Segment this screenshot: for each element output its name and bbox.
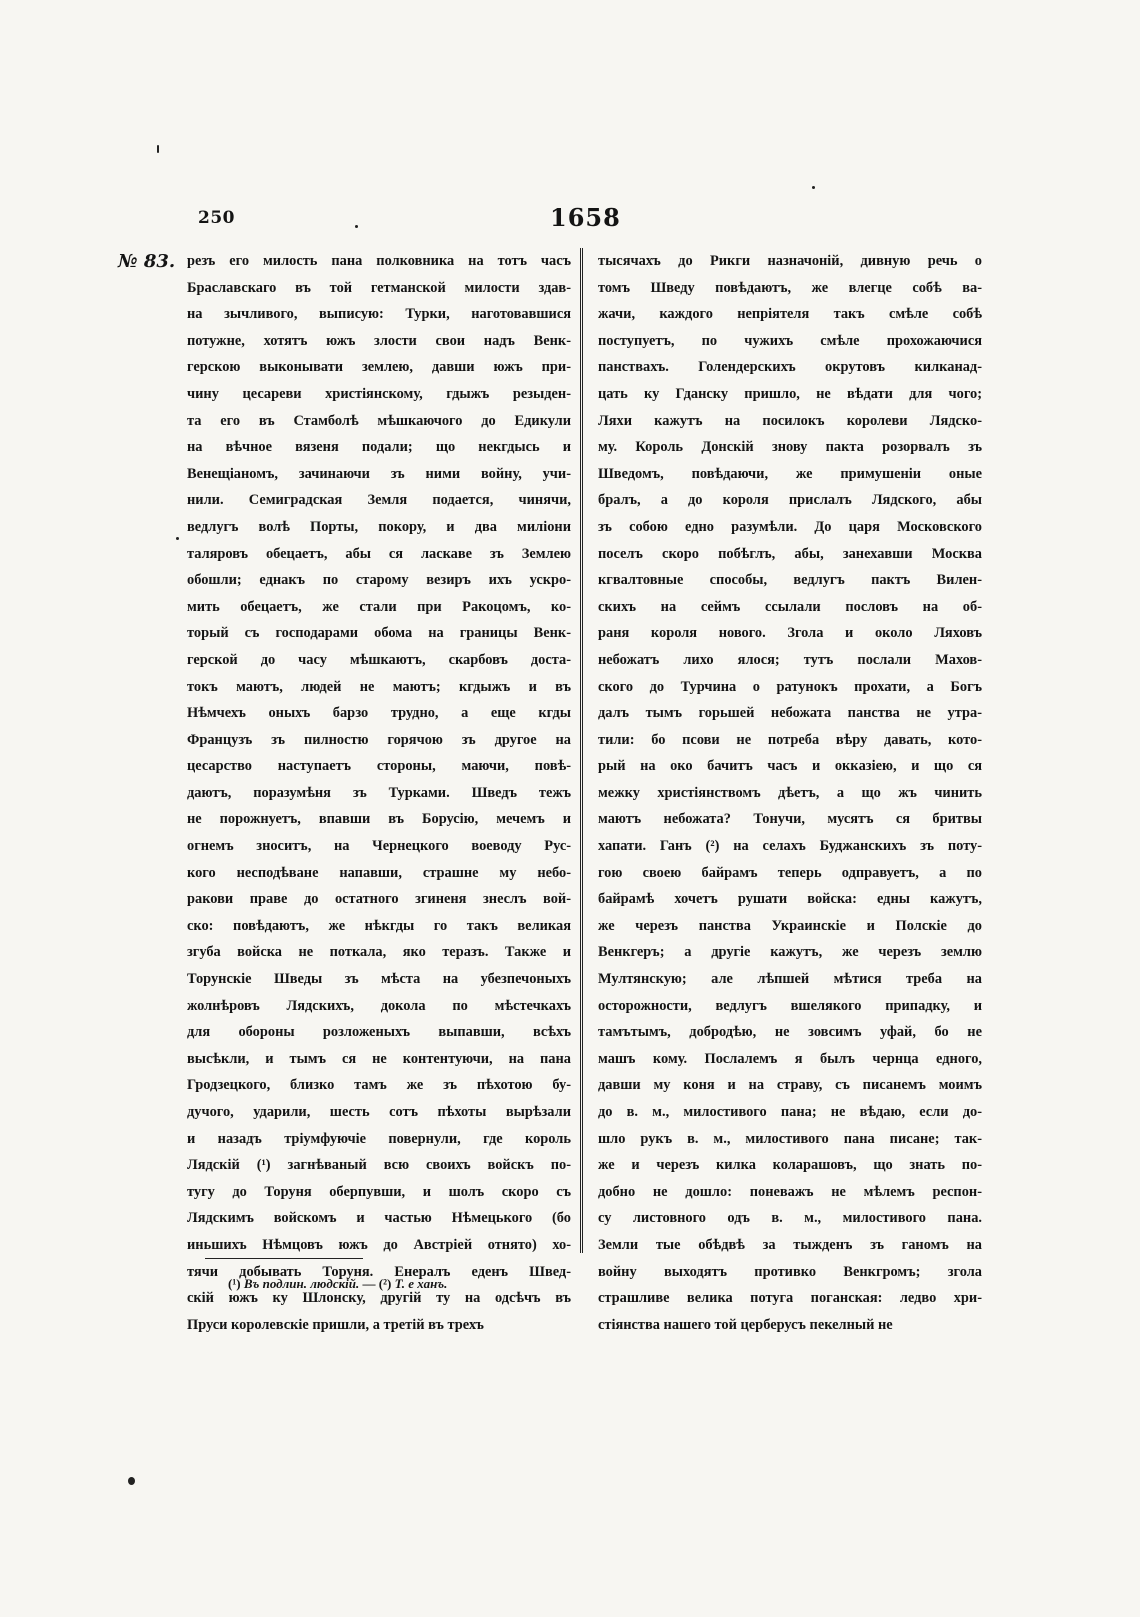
text-line: Мултянскую; але лѣпшей мѣтися треба на: [598, 971, 982, 988]
text-line: Торунскіе Шведы зъ мѣста на убезпечоныхъ: [187, 971, 571, 988]
text-line: небожатъ лихо ялося; тутъ послали Махов-: [598, 651, 982, 668]
text-line: ского до Турчина о ратунокъ прохати, а Богъ: [598, 678, 982, 695]
text-line: цать ку Гданску пришло, не вѣдати для чого;: [598, 385, 982, 402]
text-line: Пруси королевскіе пришли, а третій въ трехъ: [187, 1316, 484, 1333]
text-line: кого несподѣване напавши, страшне му небо-: [187, 864, 571, 881]
text-line: же черезъ панства Украинскіе и Полскіе до: [598, 917, 982, 934]
text-line: резъ его милость пана полковника на тотъ часъ: [187, 253, 571, 269]
text-line: иньшихъ Нѣмцовъ южъ до Австріей отнято) хо-: [187, 1236, 571, 1253]
text-line: тамътымъ, добродѣю, не зовсимъ уфай, бо не: [598, 1024, 982, 1041]
page-title: 1658: [550, 203, 621, 232]
text-line: Шведомъ, повѣдаючи, же примушеніи оные: [598, 465, 982, 482]
text-line: обошли; еднакъ по старому везиръ ихъ ускро-: [187, 572, 571, 589]
text-line: Лядскимъ войскомъ и частью Нѣмецького (бо: [187, 1210, 571, 1227]
text-line: хапати. Ганъ (²) на селахъ Буджанскихъ зъ поту-: [598, 838, 982, 855]
text-line: томъ Шведу повѣдаютъ, же влегце собѣ ва-: [598, 279, 982, 296]
footnote-marker: (²): [378, 1276, 392, 1291]
text-line: Земли тые обѣдвѣ за тыжденъ зъ ганомъ на: [598, 1236, 982, 1253]
text-line: токъ маютъ, людей не маютъ; кгдыжъ и въ: [187, 678, 571, 695]
text-line: тили: бо псови не потреба вѣру давать, кото-: [598, 731, 982, 748]
text-line: тысячахъ до Рикги назначоній, дивную речь о: [598, 253, 982, 269]
footnote-text: Т. е ханъ.: [394, 1276, 448, 1291]
text-line: Гродзецкого, близко тамъ же зъ пѣхотою бу-: [187, 1077, 571, 1094]
text-line: даютъ, поразумѣня зъ Турками. Шведъ тежъ: [187, 784, 571, 801]
text-line: дучого, ударили, шесть сотъ пѣхоты вырѣзали: [187, 1104, 571, 1120]
text-line: жолнѣровъ Лядскихъ, докола по мѣстечкахъ: [187, 997, 571, 1014]
text-line: ско: повѣдаютъ, же нѣкгды го такъ великая: [187, 917, 571, 934]
text-line: поселъ скоро побѣглъ, абы, занехавши Москва: [598, 545, 982, 562]
text-line: далъ тымъ горьшей небожата панства не утра-: [598, 705, 982, 722]
scan-speck: [176, 537, 179, 540]
text-line: для обороны розложеныхъ выпавши, всѣхъ: [187, 1024, 571, 1041]
text-line: потужне, хотятъ южъ злости свои надъ Венк-: [187, 332, 571, 349]
text-line: зъ собою едно разумѣли. До царя Московского: [598, 518, 982, 535]
text-line: байрамѣ хочетъ рушати войска: едны кажутъ,: [598, 891, 982, 908]
text-line: высѣкли, и тымъ ся не контентуючи, на пана: [187, 1050, 571, 1067]
text-line: же и черезъ килка коларашовъ, що знать по-: [598, 1157, 982, 1174]
text-line: добно не дошло: поневажъ не мѣлемъ респон-: [598, 1183, 982, 1200]
text-line: та его въ Стамболѣ мѣшкаючого до Едикули: [187, 412, 571, 429]
text-line: кгвалтовные способы, ведлугъ пактъ Вилен-: [598, 572, 982, 589]
footnote-marker: (¹): [228, 1276, 241, 1291]
scan-speck: [812, 186, 815, 189]
text-line: тугу до Торуня оберпувши, и шолъ скоро съ: [187, 1183, 571, 1200]
footnote-text: Въ подлин. людскій.: [243, 1276, 360, 1291]
text-line: войну выходятъ противко Венкгромъ; згола: [598, 1263, 982, 1280]
left-text-column: [187, 248, 571, 1338]
text-line: Браславскаго въ той гетманской милости здав-: [187, 279, 571, 296]
document-number: № 83.: [118, 251, 176, 272]
footnote: [228, 1276, 447, 1292]
text-line: тячи добывать Торуня. Енералъ еденъ Швед-: [187, 1263, 571, 1280]
text-line: осторожности, ведлугъ вшелякого припадку, и: [598, 997, 982, 1014]
footnote-separator: —: [362, 1276, 376, 1291]
text-line: Лядскій (¹) загнѣваный всю своихъ войскъ по-: [187, 1157, 571, 1174]
text-line: огнемъ зноситъ, на Чернецкого воеводу Рус-: [187, 838, 571, 855]
text-line: страшливе велика потуга поганская: ледво хри-: [598, 1290, 982, 1307]
text-line: згуба войска не поткала, яко теразъ. Также и: [187, 944, 571, 961]
text-line: скихъ на сеймъ ссылали пословъ на об-: [598, 598, 982, 615]
text-line: цесарство наступаетъ стороны, маючи, повѣ-: [187, 758, 571, 775]
text-line: до в. м., милостивого пана; не вѣдаю, если до-: [598, 1104, 982, 1120]
scan-speck: [128, 1477, 135, 1485]
text-line: маютъ небожата? Тонучи, мусятъ ся бритвы: [598, 811, 982, 828]
text-line: стіянства нашего той церберусъ пекелный не: [598, 1316, 893, 1333]
text-line: торый съ господарами обома на границы Венк-: [187, 625, 571, 642]
scan-speck: [355, 225, 358, 228]
page-number: 250: [198, 208, 235, 228]
text-line: межку христіянствомъ дѣетъ, а що жъ чинить: [598, 784, 982, 801]
text-line: скій южъ ку Шлонску, другій ту на одсѣчъ въ: [187, 1290, 571, 1307]
text-line: нили. Семиградская Земля подается, чинячи,: [187, 492, 571, 509]
right-text-column: [598, 248, 982, 1338]
text-line: таляровъ обецаетъ, абы ся ласкаве зъ Землею: [187, 545, 571, 562]
text-line: бралъ, а до короля прислалъ Лядского, абы: [598, 492, 982, 509]
text-line: ведлугъ волѣ Порты, покору, и два миліони: [187, 518, 571, 535]
text-line: рый на око бачитъ часъ и оккaзіею, и що ся: [598, 758, 982, 775]
text-line: давши му коня и на страву, съ писанемъ моимъ: [598, 1077, 982, 1094]
text-line: жачи, каждого непріятеля такъ смѣле собѣ: [598, 306, 982, 323]
text-line: чину цесареви христіянскому, гдыжъ резыден-: [187, 385, 571, 402]
scan-speck: [157, 145, 159, 153]
text-line: не порожнуетъ, впавши въ Борусію, мечемъ и: [187, 811, 571, 828]
text-line: и назадъ тріумфуючіе повернули, где король: [187, 1130, 571, 1147]
text-line: раня короля нового. Згола и около Ляховъ: [598, 625, 982, 642]
text-line: Ляхи кажутъ на посилокъ королеви Лядско-: [598, 412, 982, 429]
text-line: ракови праве до остатного згиненя знеслъ вой-: [187, 891, 571, 908]
text-line: машъ кому. Послалемъ я былъ чернца едного,: [598, 1050, 982, 1067]
text-line: шло рукъ в. м., милостивого пана писане; так-: [598, 1130, 982, 1147]
text-line: на зычливого, выписую: Турки, наготовавшися: [187, 306, 571, 323]
text-line: Венкгеръ; а другіе кажутъ, же черезъ землю: [598, 944, 982, 961]
text-line: Французъ зъ пилностю горячою зъ другое на: [187, 731, 571, 748]
text-line: поступуетъ, по чужихъ смѣле прохожаючися: [598, 332, 982, 349]
text-line: мить обецаетъ, же стали при Ракоцомъ, ко-: [187, 598, 571, 615]
text-line: му. Король Донскій знову пакта розорвалъ зъ: [598, 439, 982, 456]
text-line: панствахъ. Голендерскихъ окрутовъ килканад-: [598, 359, 982, 376]
text-line: герскою выконывати землею, давши южъ при-: [187, 359, 571, 376]
footnote-rule: [205, 1258, 363, 1259]
text-line: гою своею байрамъ теперь одправуетъ, а по: [598, 864, 982, 881]
text-line: Венещіаномъ, зачинаючи зъ ними войну, учи-: [187, 465, 571, 482]
text-line: Нѣмчехъ оныхъ барзо трудно, а еще кгды: [187, 705, 571, 722]
text-line: герской до часу мѣшкаютъ, скарбовъ доста-: [187, 651, 571, 668]
text-line: на вѣчное вязеня подали; що некгдысь и: [187, 439, 571, 456]
text-line: су листовного одъ в. м., милостивого пана.: [598, 1210, 982, 1227]
column-divider: [580, 248, 583, 1253]
